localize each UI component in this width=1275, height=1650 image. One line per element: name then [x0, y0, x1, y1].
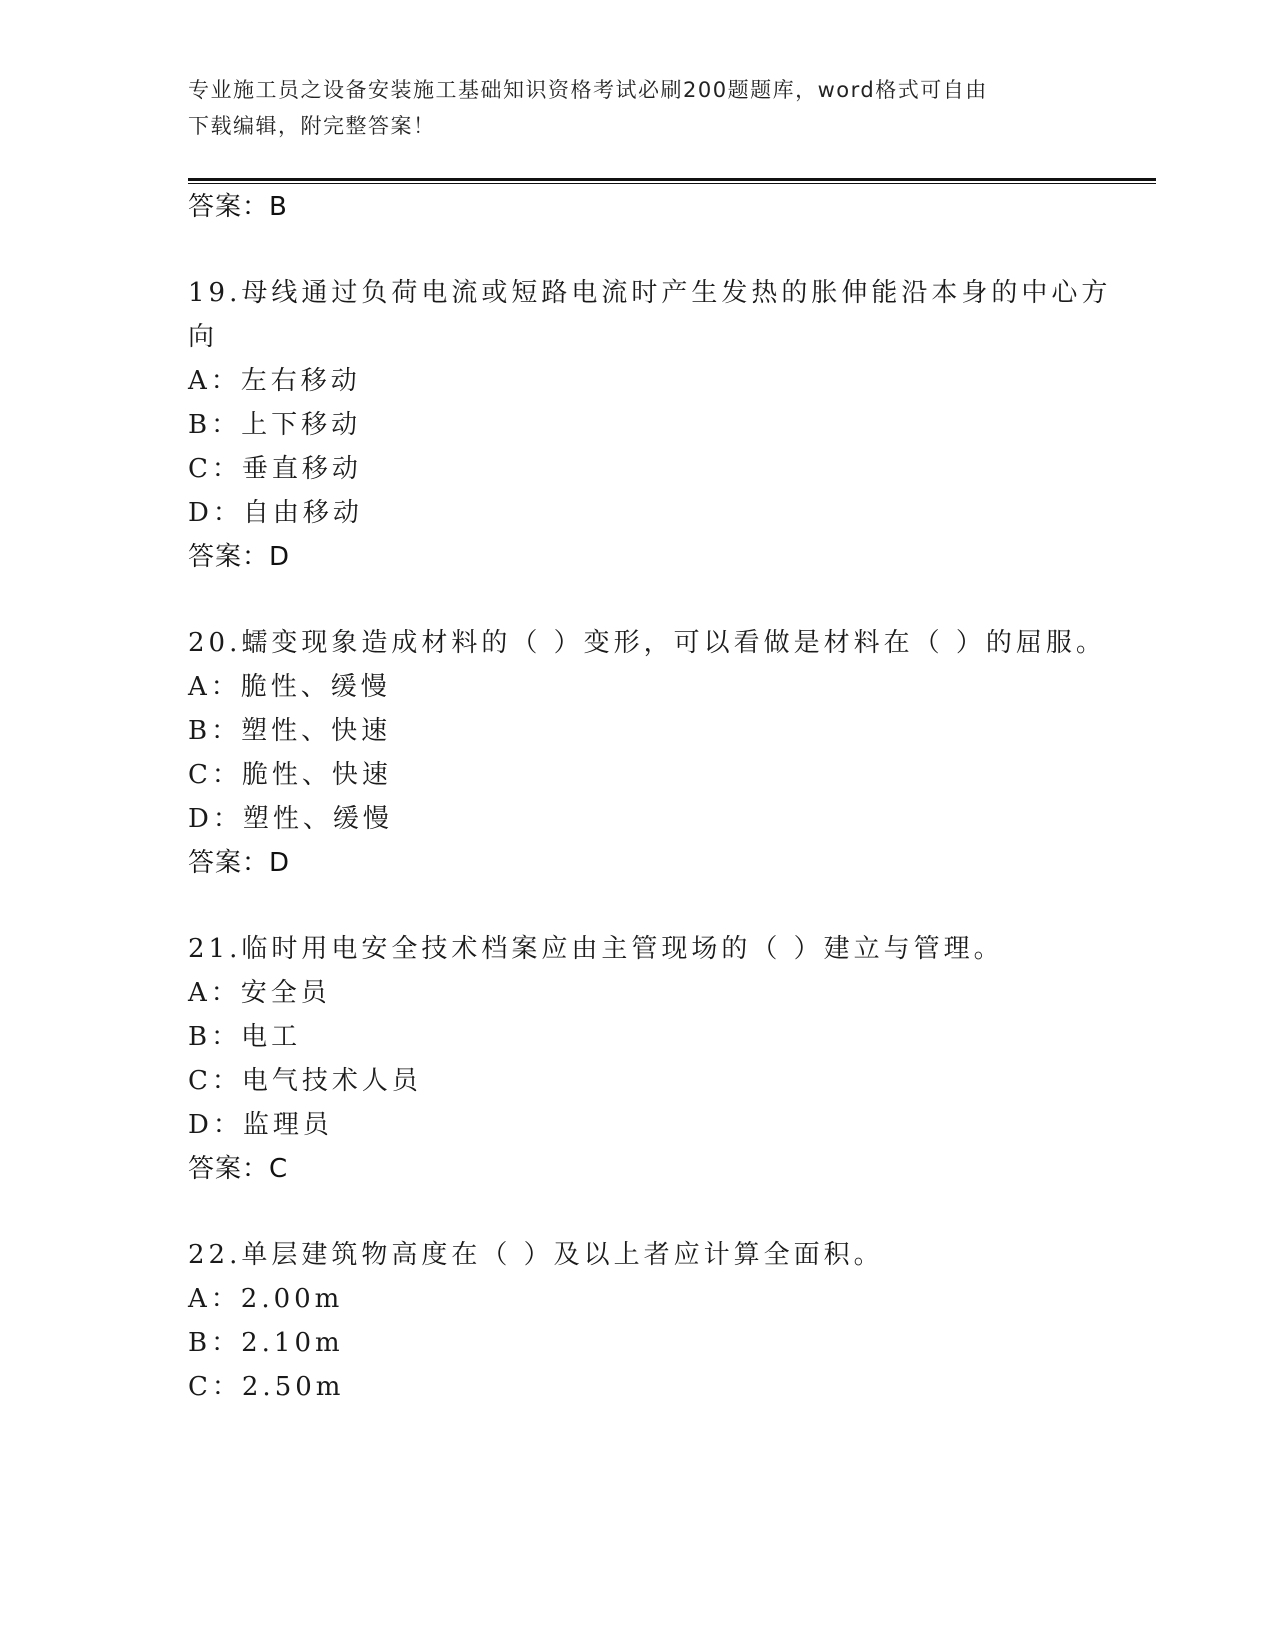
question-22-option-c: C：2.50m [188, 1372, 345, 1402]
question-20-answer: 答案：D [188, 848, 291, 878]
question-20-option-b: B：塑性、快速 [188, 716, 392, 746]
question-20-option-a: A：脆性、缓慢 [188, 672, 391, 702]
question-21-option-b: B：电工 [188, 1022, 302, 1052]
question-20-option-d: D：塑性、缓慢 [188, 804, 393, 834]
question-19-option-b: B：上下移动 [188, 410, 362, 440]
answer-prev: 答案：B [188, 192, 288, 222]
question-21-option-c: C：电气技术人员 [188, 1066, 422, 1096]
question-19-stem-line-2: 向 [188, 322, 219, 352]
question-20-option-c: C：脆性、快速 [188, 760, 392, 790]
header-rule-thick [188, 178, 1156, 181]
question-22-option-a: A：2.00m [188, 1284, 344, 1314]
question-22-stem: 22.单层建筑物高度在（ ）及以上者应计算全面积。 [188, 1240, 884, 1270]
question-21-answer: 答案：C [188, 1154, 289, 1184]
header-rule-thin [188, 183, 1156, 184]
question-21-stem: 21.临时用电安全技术档案应由主管现场的（ ）建立与管理。 [188, 934, 1004, 964]
question-19-option-d: D：自由移动 [188, 498, 363, 528]
header-line-1: 专业施工员之设备安装施工基础知识资格考试必刷200题题库，word格式可自由 [188, 78, 988, 102]
question-21-option-a: A：安全员 [188, 978, 331, 1008]
question-20-stem: 20.蠕变现象造成材料的（ ）变形，可以看做是材料在（ ）的屈服。 [188, 628, 1106, 658]
header-line-2: 下载编辑，附完整答案！ [188, 114, 436, 138]
question-19-option-c: C：垂直移动 [188, 454, 362, 484]
question-19-option-a: A：左右移动 [188, 366, 361, 396]
document-header [188, 72, 1088, 144]
question-19-stem-line-1: 19.母线通过负荷电流或短路电流时产生发热的胀伸能沿本身的中心方 [188, 278, 1112, 308]
question-19-answer: 答案：D [188, 542, 291, 572]
question-21-option-d: D：监理员 [188, 1110, 333, 1140]
question-22-option-b: B：2.10m [188, 1328, 344, 1358]
